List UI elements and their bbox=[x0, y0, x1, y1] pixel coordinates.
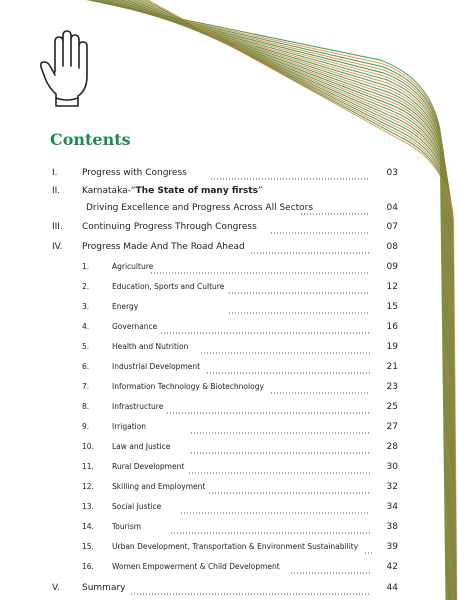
toc-page: 39 bbox=[386, 542, 398, 552]
dot-leader bbox=[166, 412, 370, 414]
toc-page: 12 bbox=[386, 282, 398, 292]
toc-entry-energy[interactable] bbox=[0, 302, 458, 318]
toc-page: 04 bbox=[386, 203, 398, 213]
dot-leader bbox=[290, 572, 370, 574]
toc-page: 15 bbox=[386, 302, 398, 312]
toc-page: 30 bbox=[386, 462, 398, 472]
toc-page: 34 bbox=[386, 502, 398, 512]
dot-leader bbox=[270, 232, 370, 234]
toc-number: III. bbox=[52, 222, 63, 232]
toc-page: 32 bbox=[386, 482, 398, 492]
toc-entry-agriculture[interactable] bbox=[0, 262, 458, 278]
toc-number: V. bbox=[52, 583, 60, 593]
toc-page: 03 bbox=[386, 168, 398, 178]
toc-label: Law and Justice bbox=[112, 442, 171, 451]
dot-leader bbox=[200, 352, 370, 354]
toc-number: 16. bbox=[82, 562, 94, 571]
toc-entry-irrigation[interactable] bbox=[0, 422, 458, 438]
toc-page: 44 bbox=[386, 583, 398, 593]
toc-page: 23 bbox=[386, 382, 398, 392]
toc-label: Energy bbox=[112, 302, 139, 311]
toc-entry-law[interactable] bbox=[0, 442, 458, 458]
toc-number: 1. bbox=[82, 262, 90, 271]
toc-label: Summary bbox=[82, 583, 126, 593]
toc-number: 14. bbox=[82, 522, 94, 531]
toc-number: 9. bbox=[82, 422, 90, 431]
toc-entry-it[interactable] bbox=[0, 382, 458, 398]
toc-label: Irrigation bbox=[112, 422, 147, 431]
dot-leader bbox=[210, 178, 370, 180]
toc-label: Education, Sports and Culture bbox=[112, 282, 225, 291]
toc-label-start: Karnataka-“ bbox=[82, 186, 136, 196]
toc-label-bold: The State of many firsts bbox=[135, 186, 258, 196]
toc-page: 21 bbox=[386, 362, 398, 372]
toc-label: Progress Made And The Road Ahead bbox=[82, 242, 245, 252]
toc-label: Information Technology & Biotechnology bbox=[112, 382, 264, 391]
toc-page: 27 bbox=[386, 422, 398, 432]
toc-label: Industrial Development bbox=[112, 362, 201, 371]
toc-entry-progress-with-congress[interactable] bbox=[0, 168, 458, 184]
toc-page: 42 bbox=[386, 562, 398, 572]
toc-number: 12. bbox=[82, 482, 94, 491]
toc-label: Urban Development, Transportation & Environment Sustainability bbox=[112, 542, 359, 551]
toc-number: 8. bbox=[82, 402, 90, 411]
dot-leader bbox=[170, 532, 370, 534]
toc-label: Skilling and Employment bbox=[112, 482, 206, 491]
toc-label: Women Empowerment & Child Development bbox=[112, 562, 280, 571]
toc-entry-rural[interactable] bbox=[0, 462, 458, 478]
dot-leader bbox=[150, 272, 370, 274]
dot-leader bbox=[228, 312, 370, 314]
toc-number: 15. bbox=[82, 542, 94, 551]
toc-page: 08 bbox=[386, 242, 398, 252]
toc-label-line2: Driving Excellence and Progress Across All Sectors bbox=[86, 203, 314, 213]
toc-page: 07 bbox=[386, 222, 398, 232]
toc-entry-social-justice[interactable] bbox=[0, 502, 458, 518]
toc-entry-governance[interactable] bbox=[0, 322, 458, 338]
dot-leader bbox=[180, 512, 370, 514]
page-title: Contents bbox=[50, 130, 131, 149]
toc-label: Governance bbox=[112, 322, 158, 331]
toc-entry-karnataka[interactable] bbox=[0, 186, 458, 202]
toc-entry-urban[interactable] bbox=[0, 542, 458, 558]
toc-page: 38 bbox=[386, 522, 398, 532]
toc-page: 25 bbox=[386, 402, 398, 412]
toc-page: 16 bbox=[386, 322, 398, 332]
toc-number: IV. bbox=[52, 242, 63, 252]
toc-number: 6. bbox=[82, 362, 90, 371]
dot-leader bbox=[190, 452, 370, 454]
toc-label: Agriculture bbox=[112, 262, 154, 271]
toc-page: 09 bbox=[386, 262, 398, 272]
dot-leader bbox=[250, 252, 370, 254]
toc-number: 5. bbox=[82, 342, 90, 351]
toc-entry-health[interactable] bbox=[0, 342, 458, 358]
toc-number: I. bbox=[52, 168, 58, 178]
toc-number: 7. bbox=[82, 382, 90, 391]
toc-number: 4. bbox=[82, 322, 90, 331]
toc-page: 28 bbox=[386, 442, 398, 452]
toc-entry-progress-made[interactable] bbox=[0, 242, 458, 258]
toc-number: II. bbox=[52, 186, 61, 196]
dot-leader bbox=[206, 372, 370, 374]
toc-entry-infrastructure[interactable] bbox=[0, 402, 458, 418]
toc-label: Infrastructure bbox=[112, 402, 164, 411]
toc-entry-skilling[interactable] bbox=[0, 482, 458, 498]
toc-label: Tourism bbox=[112, 522, 142, 531]
toc-label: Social Justice bbox=[112, 502, 162, 511]
toc-label bbox=[82, 186, 265, 196]
toc-number: 10. bbox=[82, 442, 94, 451]
toc-page: 19 bbox=[386, 342, 398, 352]
toc-label-end: ” bbox=[257, 186, 263, 196]
dot-leader bbox=[364, 552, 374, 554]
toc-label: Health and Nutrition bbox=[112, 342, 189, 351]
toc-label: Continuing Progress Through Congress bbox=[82, 222, 257, 232]
dot-leader bbox=[300, 213, 370, 215]
toc-number: 3. bbox=[82, 302, 90, 311]
dot-leader bbox=[190, 432, 370, 434]
dot-leader bbox=[160, 332, 370, 334]
toc-entry-continuing-progress[interactable] bbox=[0, 222, 458, 238]
toc-label: Rural Development bbox=[112, 462, 185, 471]
dot-leader bbox=[208, 492, 370, 494]
toc-entry-karnataka-line2[interactable] bbox=[0, 203, 458, 219]
toc-entry-women[interactable] bbox=[0, 562, 458, 578]
toc-label: Progress with Congress bbox=[82, 168, 187, 178]
dot-leader bbox=[270, 392, 370, 394]
dot-leader bbox=[130, 593, 370, 595]
toc-entry-industrial[interactable] bbox=[0, 362, 458, 378]
toc-entry-education[interactable] bbox=[0, 282, 458, 298]
toc-number: 11. bbox=[82, 462, 94, 471]
toc-entry-summary[interactable] bbox=[0, 583, 458, 599]
dot-leader bbox=[188, 472, 370, 474]
toc-entry-tourism[interactable] bbox=[0, 522, 458, 538]
toc-number: 2. bbox=[82, 282, 90, 291]
dot-leader bbox=[228, 292, 370, 294]
toc-number: 13. bbox=[82, 502, 94, 511]
